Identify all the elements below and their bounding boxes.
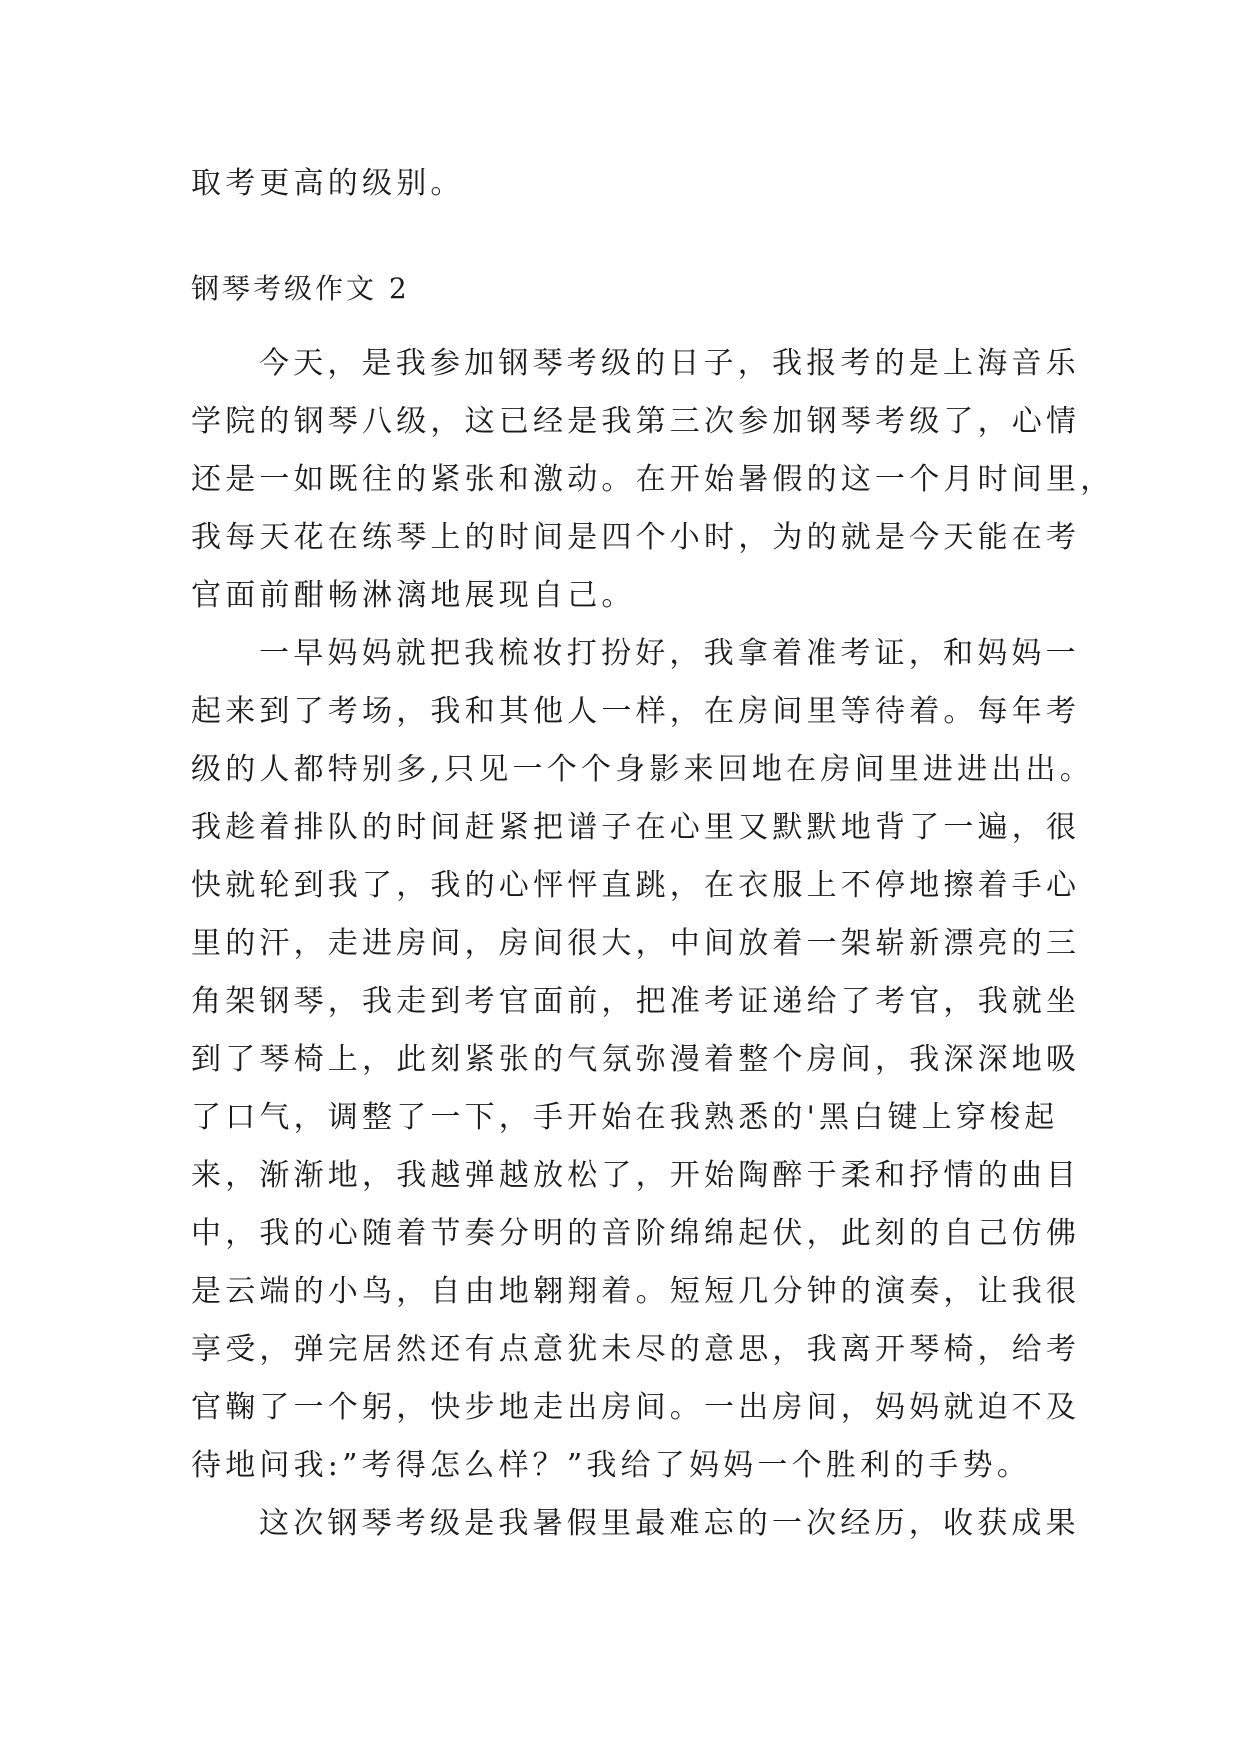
carry-over-text	[191, 155, 1051, 213]
text-line: 级的人都特别多,只见一个个身影来回地在房间里进进出出。	[191, 752, 1094, 787]
text-line: 待地问我:”考得怎么样？”我给了妈妈一个胜利的手势。	[191, 1448, 1031, 1483]
text-line: 来，渐渐地，我越弹越放松了，开始陶醉于柔和抒情的曲目	[191, 1158, 1081, 1193]
text-line: 今天，是我参加钢琴考级的日子，我报考的是上海音乐	[259, 346, 1080, 381]
text-line: 我趁着排队的时间赶紧把谱子在心里又默默地背了一遍，很	[191, 810, 1081, 845]
text-line: 中，我的心随着节奏分明的音阶绵绵起伏，此刻的自己仿佛	[191, 1216, 1081, 1251]
text-line: 快就轮到我了，我的心怦怦直跳，在衣服上不停地擦着手心	[191, 868, 1081, 903]
text-line: 还是一如既往的紧张和激动。在开始暑假的这一个月时间里，	[191, 462, 1115, 497]
text-line: 了口气，调整了一下，手开始在我熟悉的'黑白键上穿梭起	[191, 1100, 1059, 1135]
text-line: 这次钢琴考级是我暑假里最难忘的一次经历，收获成果	[259, 1506, 1080, 1541]
text-line: 学院的钢琴八级，这已经是我第三次参加钢琴考级了，心情	[191, 404, 1081, 439]
text-line: 我每天花在练琴上的时间是四个小时，为的就是今天能在考	[191, 520, 1081, 555]
text-line: 是云端的小鸟，自由地翱翔着。短短几分钟的演奏，让我很	[191, 1274, 1081, 1309]
text-line: 官面前酣畅淋漓地展现自己。	[191, 578, 636, 613]
paragraph-2	[191, 625, 1094, 1495]
text-line: 到了琴椅上，此刻紧张的气氛弥漫着整个房间，我深深地吸	[191, 1042, 1081, 1077]
paragraph-1	[191, 335, 1115, 625]
text-line: 取考更高的级别。	[191, 166, 465, 201]
text-line: 享受，弹完居然还有点意犹未尽的意思，我离开琴椅，给考	[191, 1332, 1081, 1367]
section-title: 钢琴考级作文 2	[191, 272, 410, 305]
text-line: 一早妈妈就把我梳妆打扮好，我拿着准考证，和妈妈一	[259, 636, 1080, 671]
text-line: 里的汗，走进房间，房间很大，中间放着一架崭新漂亮的三	[191, 926, 1081, 961]
text-line: 起来到了考场，我和其他人一样，在房间里等待着。每年考	[191, 694, 1081, 729]
paragraph-3	[191, 1495, 1080, 1553]
text-line: 角架钢琴，我走到考官面前，把准考证递给了考官，我就坐	[191, 984, 1081, 1019]
text-line: 官鞠了一个躬，快步地走出房间。一出房间，妈妈就迫不及	[191, 1390, 1081, 1425]
